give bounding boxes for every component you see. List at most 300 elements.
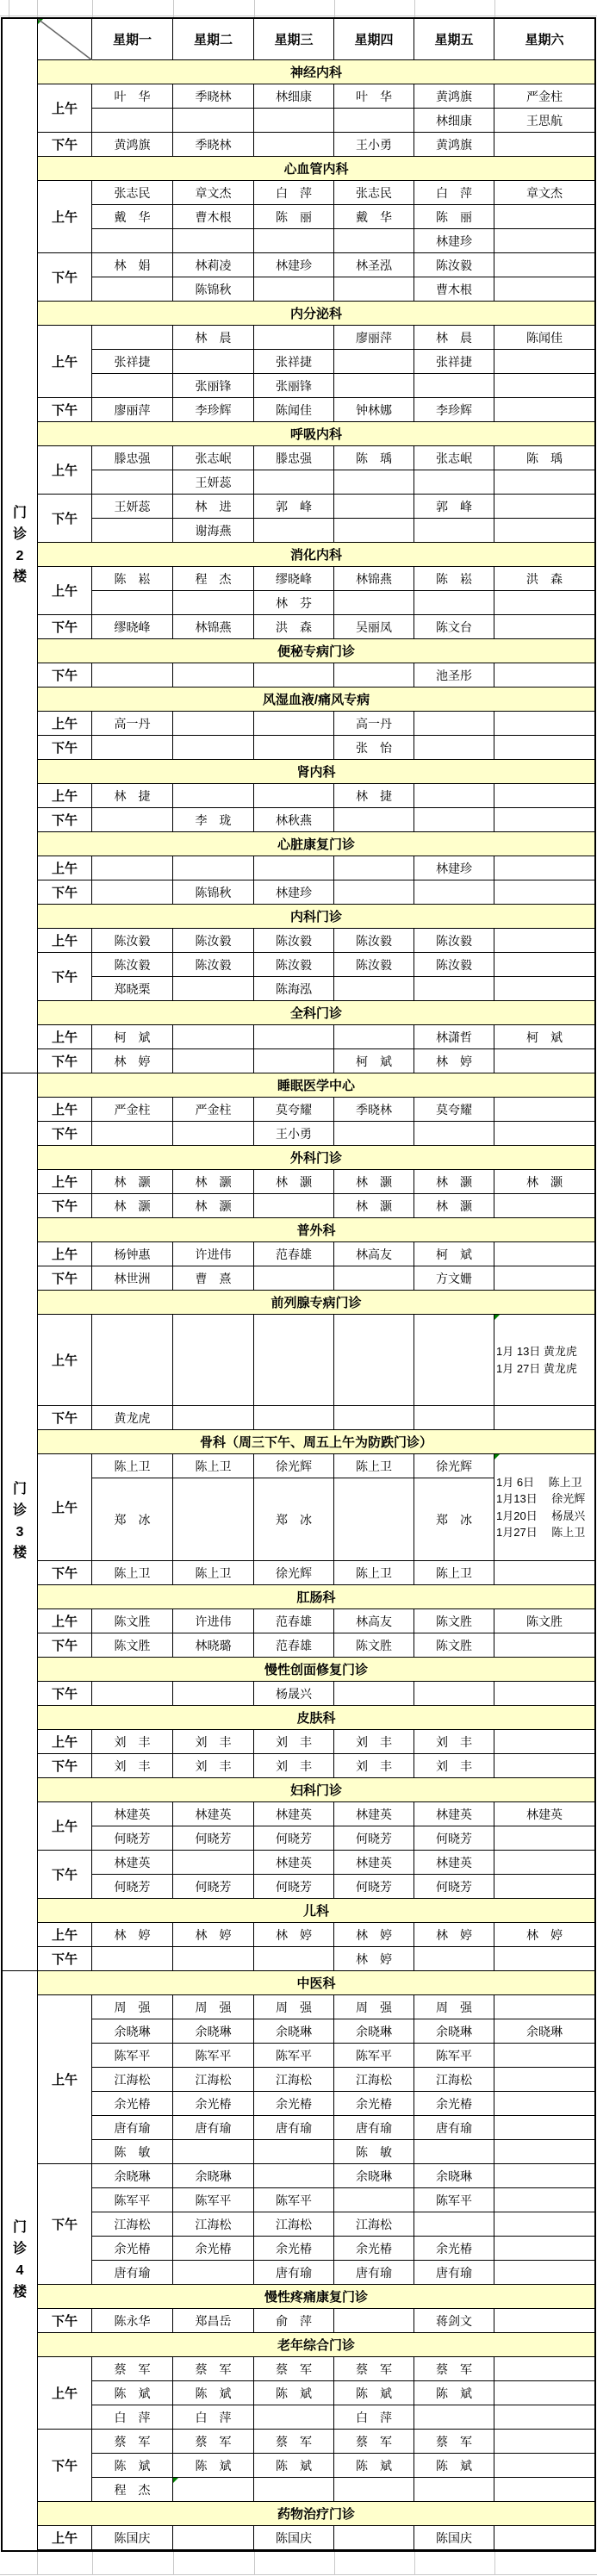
doctor-cell[interactable]: 江海松: [334, 2212, 414, 2237]
empty-cell[interactable]: [494, 229, 594, 253]
empty-cell[interactable]: [334, 856, 414, 880]
empty-cell[interactable]: [494, 1194, 594, 1218]
doctor-cell[interactable]: 柯 斌: [414, 1242, 494, 1266]
doctor-cell[interactable]: 陈军平: [254, 2188, 334, 2212]
doctor-cell[interactable]: 陈闻佳: [494, 326, 594, 350]
doctor-cell[interactable]: 江海松: [254, 2068, 334, 2092]
doctor-cell[interactable]: 蔡 军: [254, 2357, 334, 2381]
doctor-cell[interactable]: 严金柱: [92, 1098, 173, 1122]
doctor-cell[interactable]: 陈文胜: [494, 1609, 594, 1633]
doctor-cell[interactable]: 李珍辉: [414, 398, 494, 422]
empty-cell[interactable]: [414, 2212, 494, 2237]
doctor-cell[interactable]: 郑晓栗: [92, 977, 173, 1001]
doctor-cell[interactable]: 林细康: [414, 109, 494, 133]
empty-cell[interactable]: [334, 880, 414, 905]
doctor-cell[interactable]: 蔡 军: [254, 2430, 334, 2454]
doctor-cell[interactable]: 陈 崧: [414, 567, 494, 591]
empty-cell[interactable]: [334, 1406, 414, 1430]
empty-cell[interactable]: [494, 1098, 594, 1122]
doctor-cell[interactable]: 陈 斌: [92, 2381, 173, 2405]
doctor-cell[interactable]: 戴 华: [334, 205, 414, 229]
empty-cell[interactable]: [494, 1826, 594, 1851]
doctor-cell[interactable]: 余晓琳: [334, 2019, 414, 2044]
empty-cell[interactable]: [173, 1947, 254, 1971]
doctor-cell[interactable]: 林 婷: [92, 1923, 173, 1947]
doctor-cell[interactable]: 周 强: [254, 1995, 334, 2019]
empty-cell[interactable]: [254, 1947, 334, 1971]
doctor-cell[interactable]: 蔡 军: [414, 2357, 494, 2381]
empty-cell[interactable]: [92, 1682, 173, 1706]
doctor-cell[interactable]: 张丽锋: [254, 374, 334, 398]
doctor-cell[interactable]: 陈汝毅: [254, 953, 334, 977]
doctor-cell[interactable]: 滕忠强: [92, 446, 173, 470]
doctor-cell[interactable]: 陈文胜: [92, 1609, 173, 1633]
doctor-cell[interactable]: 林 婷: [254, 1923, 334, 1947]
empty-cell[interactable]: [494, 2261, 594, 2285]
doctor-cell[interactable]: 余光椿: [254, 2092, 334, 2116]
doctor-cell[interactable]: 林 芬: [254, 591, 334, 615]
empty-cell[interactable]: [494, 1406, 594, 1430]
doctor-cell[interactable]: 高一丹: [92, 712, 173, 736]
empty-cell[interactable]: [254, 519, 334, 543]
empty-cell[interactable]: [494, 2526, 594, 2550]
doctor-cell[interactable]: 林建珍: [254, 880, 334, 905]
empty-cell[interactable]: [494, 929, 594, 953]
doctor-cell[interactable]: 周 强: [334, 1995, 414, 2019]
doctor-cell[interactable]: 张祥捷: [92, 350, 173, 374]
empty-cell[interactable]: [494, 2381, 594, 2405]
doctor-cell[interactable]: 林锦燕: [334, 567, 414, 591]
doctor-cell[interactable]: 江海松: [334, 2068, 414, 2092]
empty-cell[interactable]: [414, 977, 494, 1001]
doctor-cell[interactable]: 洪 森: [494, 567, 594, 591]
doctor-cell[interactable]: 章文杰: [173, 181, 254, 205]
empty-cell[interactable]: [494, 1995, 594, 2019]
doctor-cell[interactable]: 江海松: [92, 2212, 173, 2237]
date-note-cell[interactable]: [494, 1315, 594, 1406]
empty-cell[interactable]: [334, 1315, 414, 1406]
empty-cell[interactable]: [334, 808, 414, 832]
empty-cell[interactable]: [254, 1315, 334, 1406]
doctor-cell[interactable]: 高一丹: [334, 712, 414, 736]
empty-cell[interactable]: [254, 736, 334, 760]
doctor-cell[interactable]: 陈军平: [414, 2188, 494, 2212]
empty-cell[interactable]: [494, 374, 594, 398]
doctor-cell[interactable]: 林 晨: [414, 326, 494, 350]
doctor-cell[interactable]: 唐有瑜: [414, 2116, 494, 2140]
doctor-cell[interactable]: 林圣泓: [334, 253, 414, 277]
doctor-cell[interactable]: 何晓芳: [173, 1875, 254, 1899]
doctor-cell[interactable]: 刘 丰: [334, 1730, 414, 1754]
empty-cell[interactable]: [494, 2068, 594, 2092]
empty-cell[interactable]: [334, 350, 414, 374]
doctor-cell[interactable]: 钟林娜: [334, 398, 414, 422]
doctor-cell[interactable]: 林建英: [92, 1851, 173, 1875]
empty-cell[interactable]: [173, 1406, 254, 1430]
empty-cell[interactable]: [254, 2478, 334, 2502]
doctor-cell[interactable]: 江海松: [92, 2068, 173, 2092]
doctor-cell[interactable]: 廖丽萍: [92, 398, 173, 422]
doctor-cell[interactable]: 林建英: [92, 1802, 173, 1826]
doctor-cell[interactable]: 陈 斌: [414, 2454, 494, 2478]
doctor-cell[interactable]: 郑 冰: [414, 1478, 494, 1561]
empty-cell[interactable]: [494, 663, 594, 688]
doctor-cell[interactable]: 陈军平: [334, 2044, 414, 2068]
doctor-cell[interactable]: 林锦燕: [173, 615, 254, 639]
empty-cell[interactable]: [494, 253, 594, 277]
empty-cell[interactable]: [414, 1406, 494, 1430]
empty-cell[interactable]: [173, 663, 254, 688]
doctor-cell[interactable]: 白 萍: [334, 2405, 414, 2430]
empty-cell[interactable]: [494, 1122, 594, 1146]
doctor-cell[interactable]: 陈国庆: [254, 2526, 334, 2550]
empty-cell[interactable]: [414, 808, 494, 832]
doctor-cell[interactable]: 林建英: [254, 1802, 334, 1826]
doctor-cell[interactable]: 张祥捷: [414, 350, 494, 374]
doctor-cell[interactable]: 张 怡: [334, 736, 414, 760]
doctor-cell[interactable]: 陈上卫: [334, 1561, 414, 1585]
doctor-cell[interactable]: 白 萍: [254, 181, 334, 205]
empty-cell[interactable]: [92, 808, 173, 832]
doctor-cell[interactable]: 刘 丰: [173, 1754, 254, 1778]
doctor-cell[interactable]: 陈军平: [92, 2044, 173, 2068]
doctor-cell[interactable]: 林 灏: [414, 1170, 494, 1194]
doctor-cell[interactable]: 陈海泓: [254, 977, 334, 1001]
empty-cell[interactable]: [92, 109, 173, 133]
doctor-cell[interactable]: 陈上卫: [334, 1454, 414, 1478]
doctor-cell[interactable]: 周 强: [92, 1995, 173, 2019]
empty-cell[interactable]: [414, 736, 494, 760]
doctor-cell[interactable]: 郭 峰: [254, 495, 334, 519]
empty-cell[interactable]: [334, 2188, 414, 2212]
day-header-cell[interactable]: 星期四: [334, 19, 414, 60]
doctor-cell[interactable]: 林建珍: [414, 856, 494, 880]
doctor-cell[interactable]: 黄鸿旗: [414, 84, 494, 109]
doctor-cell[interactable]: 陈上卫: [414, 1561, 494, 1585]
doctor-cell[interactable]: 范春雄: [254, 1633, 334, 1658]
doctor-cell[interactable]: 陈上卫: [173, 1454, 254, 1478]
empty-cell[interactable]: [173, 591, 254, 615]
empty-cell[interactable]: [92, 229, 173, 253]
empty-cell[interactable]: [92, 519, 173, 543]
doctor-cell[interactable]: 白 萍: [173, 2405, 254, 2430]
doctor-cell[interactable]: 陈军平: [92, 2188, 173, 2212]
doctor-cell[interactable]: 黄龙虎: [92, 1406, 173, 1430]
doctor-cell[interactable]: 陈 斌: [173, 2381, 254, 2405]
doctor-cell[interactable]: 林 灏: [334, 1194, 414, 1218]
doctor-cell[interactable]: 林 进: [173, 495, 254, 519]
doctor-cell[interactable]: 何晓芳: [92, 1826, 173, 1851]
doctor-cell[interactable]: 杨晟兴: [254, 1682, 334, 1706]
doctor-cell[interactable]: 缪晓峰: [92, 615, 173, 639]
doctor-cell[interactable]: 陈上卫: [173, 1561, 254, 1585]
doctor-cell[interactable]: 陈汝毅: [414, 253, 494, 277]
empty-cell[interactable]: [173, 1851, 254, 1875]
empty-cell[interactable]: [494, 2454, 594, 2478]
doctor-cell[interactable]: 曹木根: [173, 205, 254, 229]
doctor-cell[interactable]: 余光椿: [334, 2237, 414, 2261]
empty-cell[interactable]: [334, 2309, 414, 2333]
empty-cell[interactable]: [414, 2140, 494, 2164]
doctor-cell[interactable]: 柯 斌: [334, 1049, 414, 1073]
empty-cell[interactable]: [494, 1875, 594, 1899]
doctor-cell[interactable]: 陈上卫: [92, 1454, 173, 1478]
doctor-cell[interactable]: 章文杰: [494, 181, 594, 205]
empty-cell[interactable]: [494, 2430, 594, 2454]
doctor-cell[interactable]: 陈军平: [254, 2044, 334, 2068]
doctor-cell[interactable]: 江海松: [254, 2212, 334, 2237]
empty-cell[interactable]: [92, 1947, 173, 1971]
day-header-cell[interactable]: 星期二: [173, 19, 254, 60]
day-header-cell[interactable]: 星期五: [414, 19, 494, 60]
empty-cell[interactable]: [92, 736, 173, 760]
empty-cell[interactable]: [494, 2357, 594, 2381]
doctor-cell[interactable]: 蔡 军: [414, 2430, 494, 2454]
doctor-cell[interactable]: 林建英: [494, 1802, 594, 1826]
empty-cell[interactable]: [334, 1478, 414, 1561]
empty-cell[interactable]: [334, 519, 414, 543]
empty-cell[interactable]: [494, 2309, 594, 2333]
doctor-cell[interactable]: 陈 敏: [334, 2140, 414, 2164]
empty-cell[interactable]: [173, 229, 254, 253]
empty-cell[interactable]: [494, 470, 594, 495]
empty-cell[interactable]: [254, 1025, 334, 1049]
doctor-cell[interactable]: 林世洲: [92, 1266, 173, 1291]
doctor-cell[interactable]: 陈 斌: [414, 2381, 494, 2405]
doctor-cell[interactable]: 余晓琳: [414, 2019, 494, 2044]
empty-cell[interactable]: [254, 470, 334, 495]
doctor-cell[interactable]: 陈 斌: [254, 2381, 334, 2405]
empty-cell[interactable]: [494, 277, 594, 302]
empty-cell[interactable]: [92, 856, 173, 880]
empty-cell[interactable]: [494, 1851, 594, 1875]
doctor-cell[interactable]: 陈汝毅: [173, 953, 254, 977]
doctor-cell[interactable]: 严金柱: [494, 84, 594, 109]
doctor-cell[interactable]: 陈文胜: [92, 1633, 173, 1658]
empty-cell[interactable]: [173, 736, 254, 760]
empty-cell[interactable]: [254, 109, 334, 133]
empty-cell[interactable]: [334, 1266, 414, 1291]
empty-cell[interactable]: [494, 1682, 594, 1706]
doctor-cell[interactable]: 柯 斌: [92, 1025, 173, 1049]
doctor-cell[interactable]: 余光椿: [414, 2237, 494, 2261]
empty-cell[interactable]: [414, 880, 494, 905]
empty-cell[interactable]: [173, 1049, 254, 1073]
doctor-cell[interactable]: 郑昌岳: [173, 2309, 254, 2333]
empty-cell[interactable]: [494, 2140, 594, 2164]
doctor-cell[interactable]: 林晓璐: [173, 1633, 254, 1658]
doctor-cell[interactable]: 莫夸耀: [254, 1098, 334, 1122]
doctor-cell[interactable]: 林 灏: [254, 1170, 334, 1194]
doctor-cell[interactable]: 林 灏: [173, 1170, 254, 1194]
empty-cell[interactable]: [414, 2478, 494, 2502]
doctor-cell[interactable]: 陈军平: [173, 2044, 254, 2068]
empty-cell[interactable]: [334, 1682, 414, 1706]
empty-cell[interactable]: [334, 977, 414, 1001]
doctor-cell[interactable]: 陈 斌: [254, 2454, 334, 2478]
empty-cell[interactable]: [92, 326, 173, 350]
doctor-cell[interactable]: 李珍辉: [173, 398, 254, 422]
empty-cell[interactable]: [414, 1122, 494, 1146]
empty-cell[interactable]: [414, 470, 494, 495]
doctor-cell[interactable]: 余晓琳: [494, 2019, 594, 2044]
doctor-cell[interactable]: 林 婷: [334, 1947, 414, 1971]
doctor-cell[interactable]: 林 灏: [173, 1194, 254, 1218]
doctor-cell[interactable]: 刘 丰: [254, 1754, 334, 1778]
doctor-cell[interactable]: 余晓琳: [254, 2019, 334, 2044]
doctor-cell[interactable]: 唐有瑜: [334, 2116, 414, 2140]
empty-cell[interactable]: [92, 277, 173, 302]
doctor-cell[interactable]: 陈汝毅: [414, 929, 494, 953]
empty-cell[interactable]: [494, 2237, 594, 2261]
doctor-cell[interactable]: 余晓琳: [173, 2164, 254, 2188]
empty-cell[interactable]: [254, 1194, 334, 1218]
date-note-cell[interactable]: [494, 1454, 594, 1561]
empty-cell[interactable]: [173, 109, 254, 133]
empty-cell[interactable]: [254, 2405, 334, 2430]
doctor-cell[interactable]: 刘 丰: [414, 1730, 494, 1754]
empty-cell[interactable]: [494, 1049, 594, 1073]
doctor-cell[interactable]: 蔡 军: [92, 2430, 173, 2454]
doctor-cell[interactable]: 江海松: [173, 2212, 254, 2237]
doctor-cell[interactable]: 林 灏: [494, 1170, 594, 1194]
empty-cell[interactable]: [92, 1315, 173, 1406]
empty-cell[interactable]: [92, 1122, 173, 1146]
doctor-cell[interactable]: 陈汝毅: [414, 953, 494, 977]
doctor-cell[interactable]: 池圣彤: [414, 663, 494, 688]
empty-cell[interactable]: [334, 1025, 414, 1049]
empty-cell[interactable]: [494, 712, 594, 736]
empty-cell[interactable]: [494, 736, 594, 760]
empty-cell[interactable]: [254, 229, 334, 253]
doctor-cell[interactable]: 陈 斌: [173, 2454, 254, 2478]
doctor-cell[interactable]: 林建珍: [254, 253, 334, 277]
doctor-cell[interactable]: 余光椿: [414, 2092, 494, 2116]
doctor-cell[interactable]: 陈国庆: [92, 2526, 173, 2550]
doctor-cell[interactable]: 林 捷: [92, 784, 173, 808]
doctor-cell[interactable]: 陈锦秋: [173, 277, 254, 302]
doctor-cell[interactable]: 缪晓峰: [254, 567, 334, 591]
doctor-cell[interactable]: 陈 瑀: [494, 446, 594, 470]
doctor-cell[interactable]: 陈军平: [173, 2188, 254, 2212]
doctor-cell[interactable]: 陈上卫: [92, 1561, 173, 1585]
empty-cell[interactable]: [494, 1633, 594, 1658]
doctor-cell[interactable]: 余晓琳: [173, 2019, 254, 2044]
doctor-cell[interactable]: 陈 斌: [334, 2381, 414, 2405]
doctor-cell[interactable]: 郑 冰: [254, 1478, 334, 1561]
empty-cell[interactable]: [414, 784, 494, 808]
doctor-cell[interactable]: 陈汝毅: [92, 953, 173, 977]
doctor-cell[interactable]: 莫夸耀: [414, 1098, 494, 1122]
empty-cell[interactable]: [92, 470, 173, 495]
doctor-cell[interactable]: 许进伟: [173, 1242, 254, 1266]
doctor-cell[interactable]: 刘 丰: [334, 1754, 414, 1778]
empty-cell[interactable]: [334, 229, 414, 253]
empty-cell[interactable]: [414, 1315, 494, 1406]
doctor-cell[interactable]: 戴 华: [92, 205, 173, 229]
doctor-cell[interactable]: 季晓林: [334, 1098, 414, 1122]
empty-cell[interactable]: [494, 1730, 594, 1754]
doctor-cell[interactable]: 林建英: [334, 1851, 414, 1875]
empty-cell[interactable]: [494, 2188, 594, 2212]
doctor-cell[interactable]: 林建英: [334, 1802, 414, 1826]
doctor-cell[interactable]: 张志岷: [414, 446, 494, 470]
empty-cell[interactable]: [92, 880, 173, 905]
doctor-cell[interactable]: 周 强: [414, 1995, 494, 2019]
doctor-cell[interactable]: 徐光辉: [414, 1454, 494, 1478]
empty-cell[interactable]: [334, 374, 414, 398]
doctor-cell[interactable]: 余光椿: [334, 2092, 414, 2116]
empty-cell[interactable]: [494, 2405, 594, 2430]
empty-cell[interactable]: [173, 1315, 254, 1406]
doctor-cell[interactable]: 林建英: [414, 1802, 494, 1826]
doctor-cell[interactable]: 陈 敏: [92, 2140, 173, 2164]
doctor-cell[interactable]: 林 灏: [334, 1170, 414, 1194]
doctor-cell[interactable]: 林潇哲: [414, 1025, 494, 1049]
empty-cell[interactable]: [254, 663, 334, 688]
doctor-cell[interactable]: 林 婷: [494, 1923, 594, 1947]
doctor-cell[interactable]: 滕忠强: [254, 446, 334, 470]
day-header-cell[interactable]: 星期六: [494, 19, 594, 60]
empty-cell[interactable]: [254, 2140, 334, 2164]
doctor-cell[interactable]: 叶 华: [92, 84, 173, 109]
doctor-cell[interactable]: 王小勇: [334, 133, 414, 157]
doctor-cell[interactable]: 唐有瑜: [334, 2261, 414, 2285]
empty-cell[interactable]: [494, 398, 594, 422]
doctor-cell[interactable]: 何晓芳: [92, 1875, 173, 1899]
doctor-cell[interactable]: 郭 峰: [414, 495, 494, 519]
doctor-cell[interactable]: 范春雄: [254, 1242, 334, 1266]
empty-cell[interactable]: [414, 2405, 494, 2430]
empty-cell[interactable]: [494, 2044, 594, 2068]
doctor-cell[interactable]: 杨钟惠: [92, 1242, 173, 1266]
day-header-cell[interactable]: 星期一: [92, 19, 173, 60]
empty-cell[interactable]: [494, 350, 594, 374]
empty-cell[interactable]: [494, 953, 594, 977]
doctor-cell[interactable]: 余光椿: [92, 2092, 173, 2116]
doctor-cell[interactable]: 余晓琳: [92, 2164, 173, 2188]
doctor-cell[interactable]: 何晓芳: [334, 1826, 414, 1851]
empty-cell[interactable]: [254, 2164, 334, 2188]
empty-cell[interactable]: [494, 880, 594, 905]
doctor-cell[interactable]: 林 婷: [334, 1923, 414, 1947]
doctor-cell[interactable]: 蒋剑文: [414, 2309, 494, 2333]
doctor-cell[interactable]: 陈 瑀: [334, 446, 414, 470]
empty-cell[interactable]: [173, 350, 254, 374]
doctor-cell[interactable]: 林高友: [334, 1242, 414, 1266]
doctor-cell[interactable]: 王思航: [494, 109, 594, 133]
doctor-cell[interactable]: 唐有瑜: [92, 2116, 173, 2140]
doctor-cell[interactable]: 林建英: [254, 1851, 334, 1875]
doctor-cell[interactable]: 何晓芳: [334, 1875, 414, 1899]
empty-cell[interactable]: [494, 615, 594, 639]
empty-cell[interactable]: [414, 1947, 494, 1971]
doctor-cell[interactable]: 白 萍: [92, 2405, 173, 2430]
doctor-cell[interactable]: 程 杰: [173, 567, 254, 591]
empty-cell[interactable]: [173, 2526, 254, 2550]
doctor-cell[interactable]: 陈汝毅: [254, 929, 334, 953]
empty-cell[interactable]: [494, 2092, 594, 2116]
doctor-cell[interactable]: 林 灏: [92, 1194, 173, 1218]
doctor-cell[interactable]: 余晓琳: [414, 2164, 494, 2188]
doctor-cell[interactable]: 俞 萍: [254, 2309, 334, 2333]
doctor-cell[interactable]: 陈汝毅: [334, 929, 414, 953]
doctor-cell[interactable]: 林 娟: [92, 253, 173, 277]
empty-cell[interactable]: [173, 712, 254, 736]
doctor-cell[interactable]: 林 捷: [334, 784, 414, 808]
doctor-cell[interactable]: 陈 崧: [92, 567, 173, 591]
empty-cell[interactable]: [414, 374, 494, 398]
